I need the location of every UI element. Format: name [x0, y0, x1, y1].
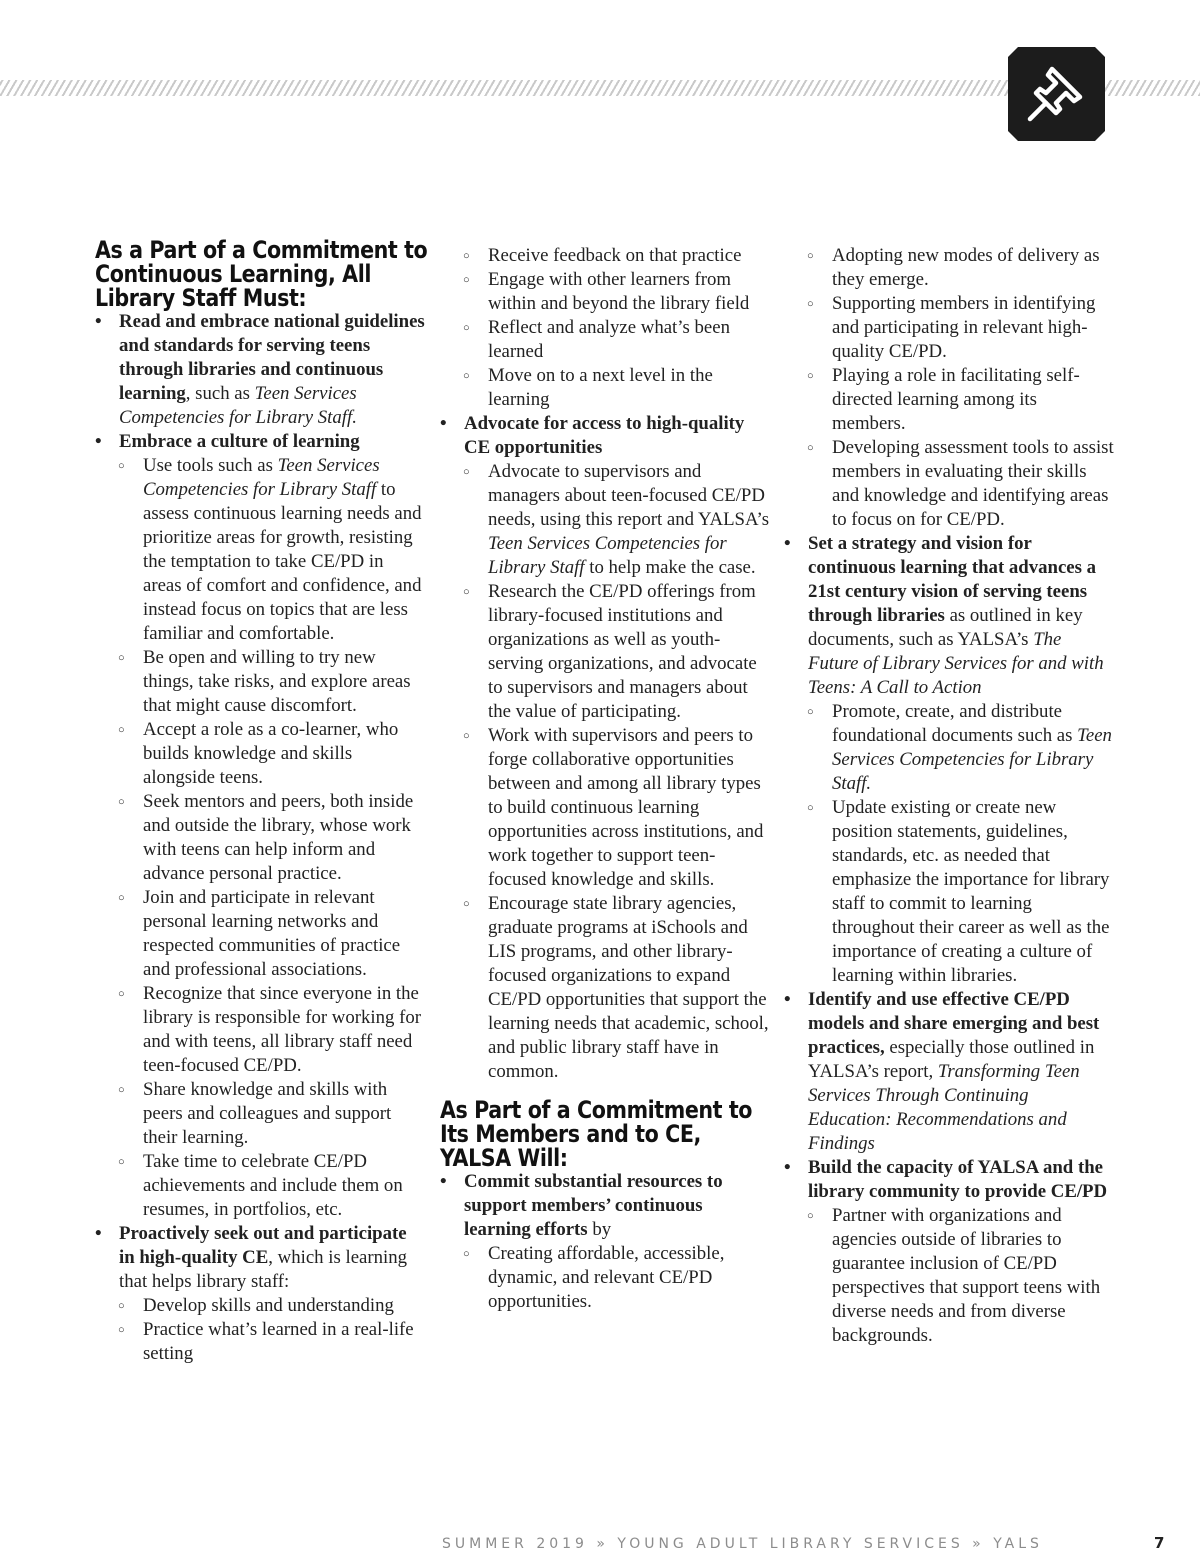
column-2 — [440, 244, 770, 1314]
list-item: • Read and embrace national guidelines and standards for serving teens through libraries and continuous learning, such as Teen Services Competencies for Library Staff. — [95, 310, 425, 430]
sub-list-item: ○ Join and participate in relevant personal learning networks and respected communities of practice and professional associations. — [95, 886, 425, 982]
sub-list-item: ○ Playing a role in facilitating self-directed learning among its members. — [784, 364, 1114, 436]
sub-list-item: ○ Update existing or create new position statements, guidelines, standards, etc. as needed that emphasize the importance for library staff to commit to learning throughout their career as well as the importance of creating a culture of learning within libraries. — [784, 796, 1114, 988]
sub-list-item: ○ Move on to a next level in the learning — [440, 364, 770, 412]
sub-list-item: ○ Advocate to supervisors and managers about teen-focused CE/PD needs, using this report and YALSA’s Teen Services Competencies for Library Staff to help make the case. — [440, 460, 770, 580]
sub-list-item: ○ Practice what’s learned in a real-life setting — [95, 1318, 425, 1366]
sub-list-item: ○ Developing assessment tools to assist members in evaluating their skills and knowledge and identifying areas to focus on for CE/PD. — [784, 436, 1114, 532]
pushpin-icon — [1008, 47, 1105, 141]
bullet-list — [784, 244, 1114, 1348]
list-item: • Embrace a culture of learning — [95, 430, 425, 454]
list-item: • Set a strategy and vision for continuous learning that advances a 21st century vision of serving teens through libraries as outlined in key documents, such as YALSA’s The Future of Library Services for and with Teens: A Call to Action — [784, 532, 1114, 700]
sub-list-item: ○ Share knowledge and skills with peers and colleagues and support their learning. — [95, 1078, 425, 1150]
sub-list-item: ○ Accept a role as a co-learner, who builds knowledge and skills alongside teens. — [95, 718, 425, 790]
sub-list-item: ○ Receive feedback on that practice — [440, 244, 770, 268]
column-3 — [784, 244, 1114, 1348]
sub-list-item: ○ Use tools such as Teen Services Competencies for Library Staff to assess continuous learning needs and prioritize areas for growth, resisting the temptation to take CE/PD in areas of comfort and confidence, and instead focus on topics that are less familiar and comfortable. — [95, 454, 425, 646]
sub-list-item: ○ Supporting members in identifying and participating in relevant high-quality CE/PD. — [784, 292, 1114, 364]
sub-list-item: ○ Recognize that since everyone in the library is responsible for working for and with teens, all library staff need teen-focused CE/PD. — [95, 982, 425, 1078]
section-heading: As a Part of a Commitment to Continuous Learning, All Library Staff Must: — [95, 236, 428, 312]
page-number: 7 — [1154, 1534, 1165, 1552]
sub-list-item: ○ Be open and willing to try new things, take risks, and explore areas that might cause discomfort. — [95, 646, 425, 718]
sub-list-item: ○ Reflect and analyze what’s been learned — [440, 316, 770, 364]
sub-list-item: ○ Work with supervisors and peers to forge collaborative opportunities between and among all library types to build continuous learning opportunities across institutions, and work together to support teen-focused knowledge and skills. — [440, 724, 770, 892]
sub-list-item: ○ Take time to celebrate CE/PD achievements and include them on resumes, in portfolios, etc. — [95, 1150, 425, 1222]
sub-list-item: ○ Encourage state library agencies, graduate programs at iSchools and LIS programs, and other library-focused organizations to expand CE/PD opportunities that support the learning needs that academic, school, and public library staff have in common. — [440, 892, 770, 1084]
sub-list-item: ○ Creating affordable, accessible, dynamic, and relevant CE/PD opportunities. — [440, 1242, 770, 1314]
sub-list-item: ○ Develop skills and understanding — [95, 1294, 425, 1318]
bullet-list — [95, 310, 425, 1366]
sub-list-item: ○ Partner with organizations and agencies outside of libraries to guarantee inclusion of CE/PD perspectives that support teens with diverse needs and from diverse backgrounds. — [784, 1204, 1114, 1348]
bullet-list — [440, 244, 770, 1084]
sub-list-item: ○ Engage with other learners from within and beyond the library field — [440, 268, 770, 316]
running-footer: SUMMER 2019 » YOUNG ADULT LIBRARY SERVICES » YALS — [442, 1536, 1043, 1552]
list-item: • Proactively seek out and participate in high-quality CE, which is learning that helps library staff: — [95, 1222, 425, 1294]
sub-list-item: ○ Research the CE/PD offerings from library-focused institutions and organizations as well as youth-serving organizations, and advocate to supervisors and managers about the value of participating. — [440, 580, 770, 724]
sub-list-item: ○ Seek mentors and peers, both inside and outside the library, whose work with teens can help inform and advance personal practice. — [95, 790, 425, 886]
bullet-list — [440, 1170, 770, 1314]
sub-list-item: ○ Adopting new modes of delivery as they emerge. — [784, 244, 1114, 292]
section-heading: As Part of a Commitment to Its Members and to CE, YALSA Will: — [440, 1096, 753, 1172]
list-item: • Build the capacity of YALSA and the library community to provide CE/PD — [784, 1156, 1114, 1204]
column-1 — [95, 236, 428, 1366]
list-item: • Identify and use effective CE/PD models and share emerging and best practices, especially those outlined in YALSA’s report, Transforming Teen Services Through Continuing Education: Recommendations and Findings — [784, 988, 1114, 1156]
sub-list-item: ○ Promote, create, and distribute foundational documents such as Teen Services Competencies for Library Staff. — [784, 700, 1114, 796]
list-item: • Advocate for access to high-quality CE opportunities — [440, 412, 770, 460]
list-item: • Commit substantial resources to support members’ continuous learning efforts by — [440, 1170, 770, 1242]
